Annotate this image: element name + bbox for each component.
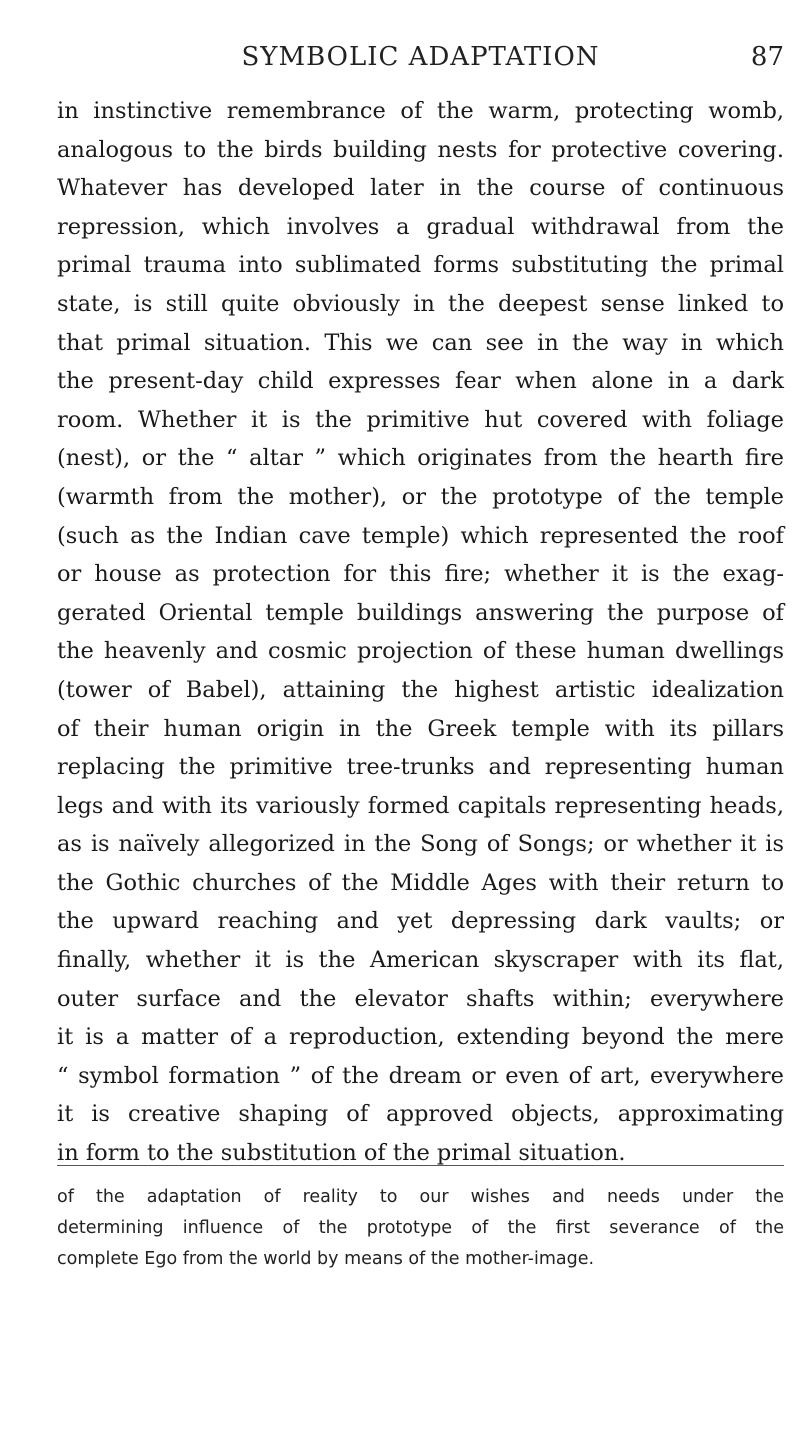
footnote-line: of the adaptation of reality to our wishes and needs under the — [57, 1187, 784, 1207]
text-line: that primal situation. This we can see in the way in which — [57, 329, 784, 356]
text-line: as is naïvely allegorized in the Song of Songs; or whether it is — [57, 831, 784, 858]
text-line: replacing the primitive tree-trunks and representing human — [57, 754, 784, 781]
text-line: primal trauma into sublimated forms substituting the primal — [57, 252, 784, 279]
text-line: (tower of Babel), attaining the highest artistic idealization — [57, 676, 784, 703]
text-line: it is a matter of a reproduction, extending beyond the mere — [57, 1024, 784, 1051]
text-line: (nest), or the “ altar ” which originates from the hearth fire — [57, 445, 784, 472]
text-line: Whatever has developed later in the course of continuous — [57, 175, 784, 202]
footnote — [57, 1182, 784, 1275]
text-line: it is creative shaping of approved objects, approximating — [57, 1101, 784, 1128]
running-head — [57, 40, 784, 80]
book-page — [57, 0, 784, 1443]
text-line: room. Whether it is the primitive hut covered with foliage — [57, 406, 784, 433]
text-line: analogous to the birds building nests for protective covering. — [57, 136, 784, 163]
text-line: (such as the Indian cave temple) which represented the roof — [57, 522, 784, 549]
text-line: finally, whether it is the American skyscraper with its flat, — [57, 947, 784, 974]
text-line: the heavenly and cosmic projection of these human dwellings — [57, 638, 784, 665]
footnote-line: determining influence of the prototype of the first severance of the — [57, 1218, 784, 1238]
footnote-line-last: complete Ego from the world by means of the mother-image. — [57, 1249, 595, 1269]
text-line: of their human origin in the Greek temple with its pillars — [57, 715, 784, 742]
text-line: “ symbol formation ” of the dream or even of art, everywhere — [57, 1062, 784, 1089]
footnote-divider — [57, 1165, 784, 1166]
text-line: or house as protection for this fire; whether it is the exag- — [57, 561, 784, 588]
text-line: outer surface and the elevator shafts within; everywhere — [57, 985, 784, 1012]
text-line: gerated Oriental temple buildings answering the purpose of — [57, 599, 784, 626]
text-line-last: in form to the substitution of the primal situation. — [57, 1140, 626, 1167]
text-line: state, is still quite obviously in the deepest sense linked to — [57, 290, 784, 317]
text-line: legs and with its variously formed capitals representing heads, — [57, 792, 784, 819]
text-line: the upward reaching and yet depressing dark vaults; or — [57, 908, 784, 935]
body-text — [57, 92, 784, 1173]
text-line: in instinctive remembrance of the warm, protecting womb, — [57, 98, 784, 124]
running-title: SYMBOLIC ADAPTATION — [241, 42, 600, 72]
page-number: 87 — [750, 42, 784, 72]
text-line: (warmth from the mother), or the prototype of the temple — [57, 483, 784, 510]
text-line: the Gothic churches of the Middle Ages with their return to — [57, 869, 784, 896]
text-line: repression, which involves a gradual withdrawal from the — [57, 213, 784, 240]
text-line: the present-day child expresses fear when alone in a dark — [57, 368, 784, 395]
